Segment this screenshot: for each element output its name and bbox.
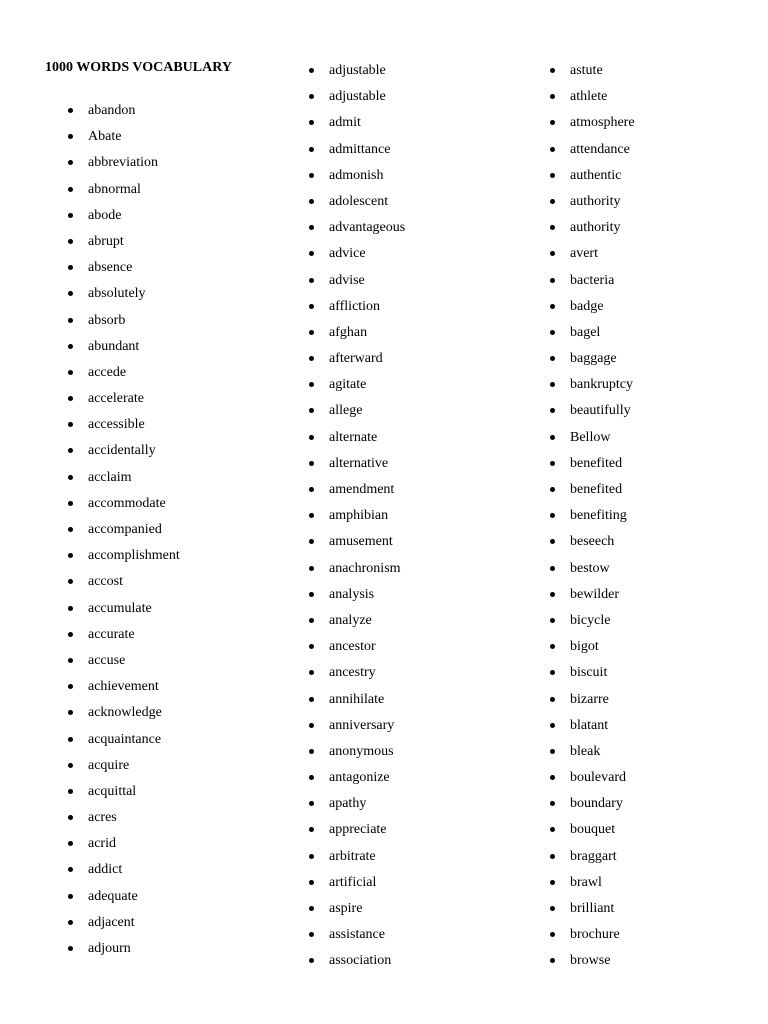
vocabulary-word: amendment — [329, 482, 395, 497]
bullet-icon — [309, 120, 314, 125]
vocabulary-word: beautifully — [570, 403, 631, 419]
bullet-icon — [309, 251, 314, 256]
vocabulary-word: atmosphere — [570, 115, 635, 131]
vocabulary-word: admit — [329, 115, 361, 131]
bullet-icon — [550, 932, 555, 937]
vocabulary-word: baggage — [570, 351, 617, 367]
vocabulary-word: alternative — [329, 455, 389, 471]
vocabulary-word: bankruptcy — [570, 377, 633, 393]
vocabulary-word: braggart — [570, 848, 617, 864]
vocabulary-word: abbreviation — [88, 155, 158, 171]
vocabulary-word: authority — [570, 193, 621, 209]
bullet-icon — [309, 932, 314, 937]
vocabulary-word: accommodate — [88, 495, 166, 511]
vocabulary-word: acres — [88, 810, 117, 826]
vocabulary-word: boulevard — [570, 770, 626, 786]
bullet-icon — [550, 356, 555, 361]
bullet-icon — [309, 382, 314, 387]
vocabulary-word: biscuit — [570, 665, 608, 681]
bullet-icon — [309, 906, 314, 911]
bullet-icon — [309, 539, 314, 544]
bullet-icon — [309, 225, 314, 230]
vocabulary-word: advice — [329, 246, 366, 262]
bullet-icon — [68, 815, 73, 820]
vocabulary-word: abrupt — [88, 233, 124, 249]
bullet-icon — [68, 396, 73, 401]
vocabulary-word: acclaim — [88, 469, 132, 485]
bullet-icon — [550, 697, 555, 702]
vocabulary-word: accuse — [88, 652, 126, 668]
bullet-icon — [68, 737, 73, 742]
bullet-icon — [309, 670, 314, 675]
vocabulary-word: adjourn — [88, 941, 131, 956]
vocabulary-word: benefiting — [570, 508, 627, 524]
vocabulary-word: annihilate — [329, 691, 385, 707]
bullet-icon — [309, 697, 314, 702]
vocabulary-word: association — [329, 953, 392, 969]
bullet-icon — [550, 618, 555, 623]
vocabulary-word: acknowledge — [88, 705, 162, 721]
bullet-icon — [68, 422, 73, 427]
bullet-icon — [68, 213, 73, 218]
vocabulary-word: accidentally — [88, 443, 156, 459]
bullet-icon — [550, 278, 555, 283]
bullet-icon — [309, 408, 314, 413]
bullet-icon — [309, 592, 314, 597]
vocabulary-word: ancestry — [329, 665, 376, 681]
vocabulary-word: beseech — [570, 534, 615, 550]
bullet-icon — [68, 658, 73, 663]
vocabulary-word: achievement — [88, 679, 159, 695]
vocabulary-word: accessible — [88, 417, 145, 433]
vocabulary-word: alternate — [329, 429, 378, 445]
vocabulary-word: amphibian — [329, 508, 389, 524]
vocabulary-word: accomplishment — [88, 548, 180, 564]
vocabulary-word: abode — [88, 207, 122, 223]
vocabulary-word: allege — [329, 403, 363, 419]
vocabulary-word: anniversary — [329, 717, 395, 733]
bullet-icon — [309, 775, 314, 780]
bullet-icon — [68, 684, 73, 689]
bullet-icon — [550, 435, 555, 440]
bullet-icon — [550, 723, 555, 728]
vocabulary-word: benefited — [570, 455, 623, 471]
bullet-icon — [550, 749, 555, 754]
bullet-icon — [550, 147, 555, 152]
vocabulary-word: browse — [570, 953, 611, 969]
bullet-icon — [550, 958, 555, 963]
bullet-icon — [68, 763, 73, 768]
bullet-icon — [309, 94, 314, 99]
bullet-icon — [309, 513, 314, 518]
vocabulary-word: antagonize — [329, 770, 390, 786]
bullet-icon — [68, 448, 73, 453]
vocabulary-word: bewilder — [570, 586, 619, 602]
vocabulary-word: abnormal — [88, 181, 141, 197]
bullet-icon — [68, 632, 73, 637]
bullet-icon — [68, 946, 73, 951]
bullet-icon — [309, 173, 314, 178]
vocabulary-word: arbitrate — [329, 848, 376, 864]
bullet-icon — [309, 618, 314, 623]
vocabulary-word: accurate — [88, 626, 135, 642]
vocabulary-word: acquittal — [88, 783, 137, 799]
bullet-icon — [550, 199, 555, 204]
vocabulary-word: athlete — [570, 89, 608, 105]
vocabulary-word: authentic — [570, 167, 622, 183]
bullet-icon — [550, 670, 555, 675]
bullet-icon — [68, 318, 73, 323]
bullet-icon — [68, 134, 73, 139]
bullet-icon — [309, 147, 314, 152]
bullet-icon — [550, 94, 555, 99]
vocabulary-word: acquaintance — [88, 731, 162, 747]
vocabulary-word: assistance — [329, 927, 385, 943]
vocabulary-word: accumulate — [88, 600, 152, 616]
bullet-icon — [550, 408, 555, 413]
bullet-icon — [309, 854, 314, 859]
bullet-icon — [309, 749, 314, 754]
bullet-icon — [68, 606, 73, 611]
vocabulary-word: authority — [570, 220, 621, 236]
bullet-icon — [68, 370, 73, 375]
vocabulary-word: admonish — [329, 167, 384, 183]
bullet-icon — [309, 304, 314, 309]
vocabulary-word: abundant — [88, 338, 140, 354]
vocabulary-word: anachronism — [329, 560, 401, 576]
vocabulary-word: acquire — [88, 757, 130, 773]
bullet-icon — [550, 513, 555, 518]
bullet-icon — [550, 461, 555, 466]
bullet-icon — [68, 710, 73, 715]
bullet-icon — [550, 854, 555, 859]
bullet-icon — [68, 291, 73, 296]
vocabulary-word: advantageous — [329, 220, 406, 236]
bullet-icon — [309, 827, 314, 832]
vocabulary-word: accelerate — [88, 391, 144, 407]
vocabulary-word: bleak — [570, 743, 601, 759]
vocabulary-word: brawl — [570, 874, 602, 890]
bullet-icon — [68, 579, 73, 584]
vocabulary-word: accede — [88, 364, 127, 380]
bullet-icon — [309, 435, 314, 440]
vocabulary-word: bouquet — [570, 822, 616, 838]
bullet-icon — [309, 199, 314, 204]
bullet-icon — [68, 187, 73, 192]
vocabulary-word: anonymous — [329, 743, 394, 759]
bullet-icon — [550, 304, 555, 309]
bullet-icon — [309, 566, 314, 571]
vocabulary-word: advise — [329, 272, 365, 288]
bullet-icon — [309, 68, 314, 73]
vocabulary-word: aspire — [329, 901, 363, 916]
bullet-icon — [68, 475, 73, 480]
bullet-icon — [68, 265, 73, 270]
bullet-icon — [550, 68, 555, 73]
bullet-icon — [309, 880, 314, 885]
vocabulary-word: blatant — [570, 717, 609, 733]
vocabulary-word: bacteria — [570, 272, 615, 288]
bullet-icon — [550, 827, 555, 832]
bullet-icon — [309, 487, 314, 492]
bullet-icon — [550, 120, 555, 125]
vocabulary-word: addict — [88, 862, 123, 878]
vocabulary-word: afterward — [329, 351, 383, 367]
vocabulary-word: bagel — [570, 324, 601, 340]
vocabulary-word: attendance — [570, 141, 630, 157]
vocabulary-word: analysis — [329, 586, 375, 602]
vocabulary-word: boundary — [570, 796, 623, 812]
bullet-icon — [309, 801, 314, 806]
bullet-icon — [550, 880, 555, 885]
vocabulary-word: adjustable — [329, 89, 386, 105]
vocabulary-word: admittance — [329, 141, 391, 157]
bullet-icon — [309, 958, 314, 963]
bullet-icon — [68, 501, 73, 506]
vocabulary-word: artificial — [329, 874, 377, 890]
bullet-icon — [68, 894, 73, 899]
vocabulary-word: apathy — [329, 796, 367, 812]
bullet-icon — [550, 592, 555, 597]
bullet-icon — [68, 867, 73, 872]
vocabulary-word: affliction — [329, 298, 381, 314]
bullet-icon — [68, 160, 73, 165]
vocabulary-word: Abate — [88, 129, 122, 145]
vocabulary-word: afghan — [329, 324, 368, 340]
vocabulary-word: analyze — [329, 612, 372, 628]
vocabulary-word: ancestor — [329, 639, 376, 655]
vocabulary-word: appreciate — [329, 822, 387, 838]
vocabulary-word: bigot — [570, 639, 599, 655]
bullet-icon — [550, 330, 555, 335]
bullet-icon — [550, 566, 555, 571]
vocabulary-word: adjacent — [88, 914, 135, 930]
vocabulary-word: absorb — [88, 312, 126, 328]
bullet-icon — [550, 173, 555, 178]
bullet-icon — [550, 487, 555, 492]
document-title: 1000 WORDS VOCABULARY — [45, 60, 232, 75]
vocabulary-word: acrid — [88, 836, 116, 852]
vocabulary-word: bicycle — [570, 612, 611, 628]
bullet-icon — [309, 644, 314, 649]
vocabulary-word: accost — [88, 574, 123, 590]
vocabulary-word: bizarre — [570, 691, 609, 707]
bullet-icon — [550, 906, 555, 911]
vocabulary-word: accompanied — [88, 522, 162, 537]
vocabulary-word: absolutely — [88, 286, 146, 302]
bullet-icon — [68, 789, 73, 794]
bullet-icon — [68, 108, 73, 113]
bullet-icon — [309, 356, 314, 361]
bullet-icon — [68, 920, 73, 925]
bullet-icon — [550, 801, 555, 806]
bullet-icon — [309, 278, 314, 283]
vocabulary-word: brochure — [570, 927, 620, 943]
vocabulary-word: adjustable — [329, 63, 386, 78]
vocabulary-word: adequate — [88, 888, 138, 904]
bullet-icon — [68, 841, 73, 846]
vocabulary-word: amusement — [329, 534, 393, 550]
vocabulary-word: agitate — [329, 377, 367, 393]
bullet-icon — [309, 330, 314, 335]
bullet-icon — [309, 723, 314, 728]
bullet-icon — [68, 553, 73, 558]
vocabulary-word: benefited — [570, 482, 623, 497]
bullet-icon — [550, 382, 555, 387]
bullet-icon — [68, 527, 73, 532]
vocabulary-word: Bellow — [570, 429, 611, 445]
vocabulary-word: astute — [570, 63, 603, 78]
vocabulary-word: absence — [88, 260, 133, 276]
bullet-icon — [550, 539, 555, 544]
bullet-icon — [68, 239, 73, 244]
bullet-icon — [550, 225, 555, 230]
vocabulary-word: badge — [570, 298, 604, 314]
vocabulary-word: bestow — [570, 560, 610, 576]
vocabulary-word: brilliant — [570, 901, 615, 916]
vocabulary-word: avert — [570, 246, 598, 262]
bullet-icon — [68, 344, 73, 349]
vocabulary-word: adolescent — [329, 193, 389, 209]
bullet-icon — [309, 461, 314, 466]
bullet-icon — [550, 644, 555, 649]
bullet-icon — [550, 775, 555, 780]
vocabulary-word: abandon — [88, 103, 136, 118]
bullet-icon — [550, 251, 555, 256]
